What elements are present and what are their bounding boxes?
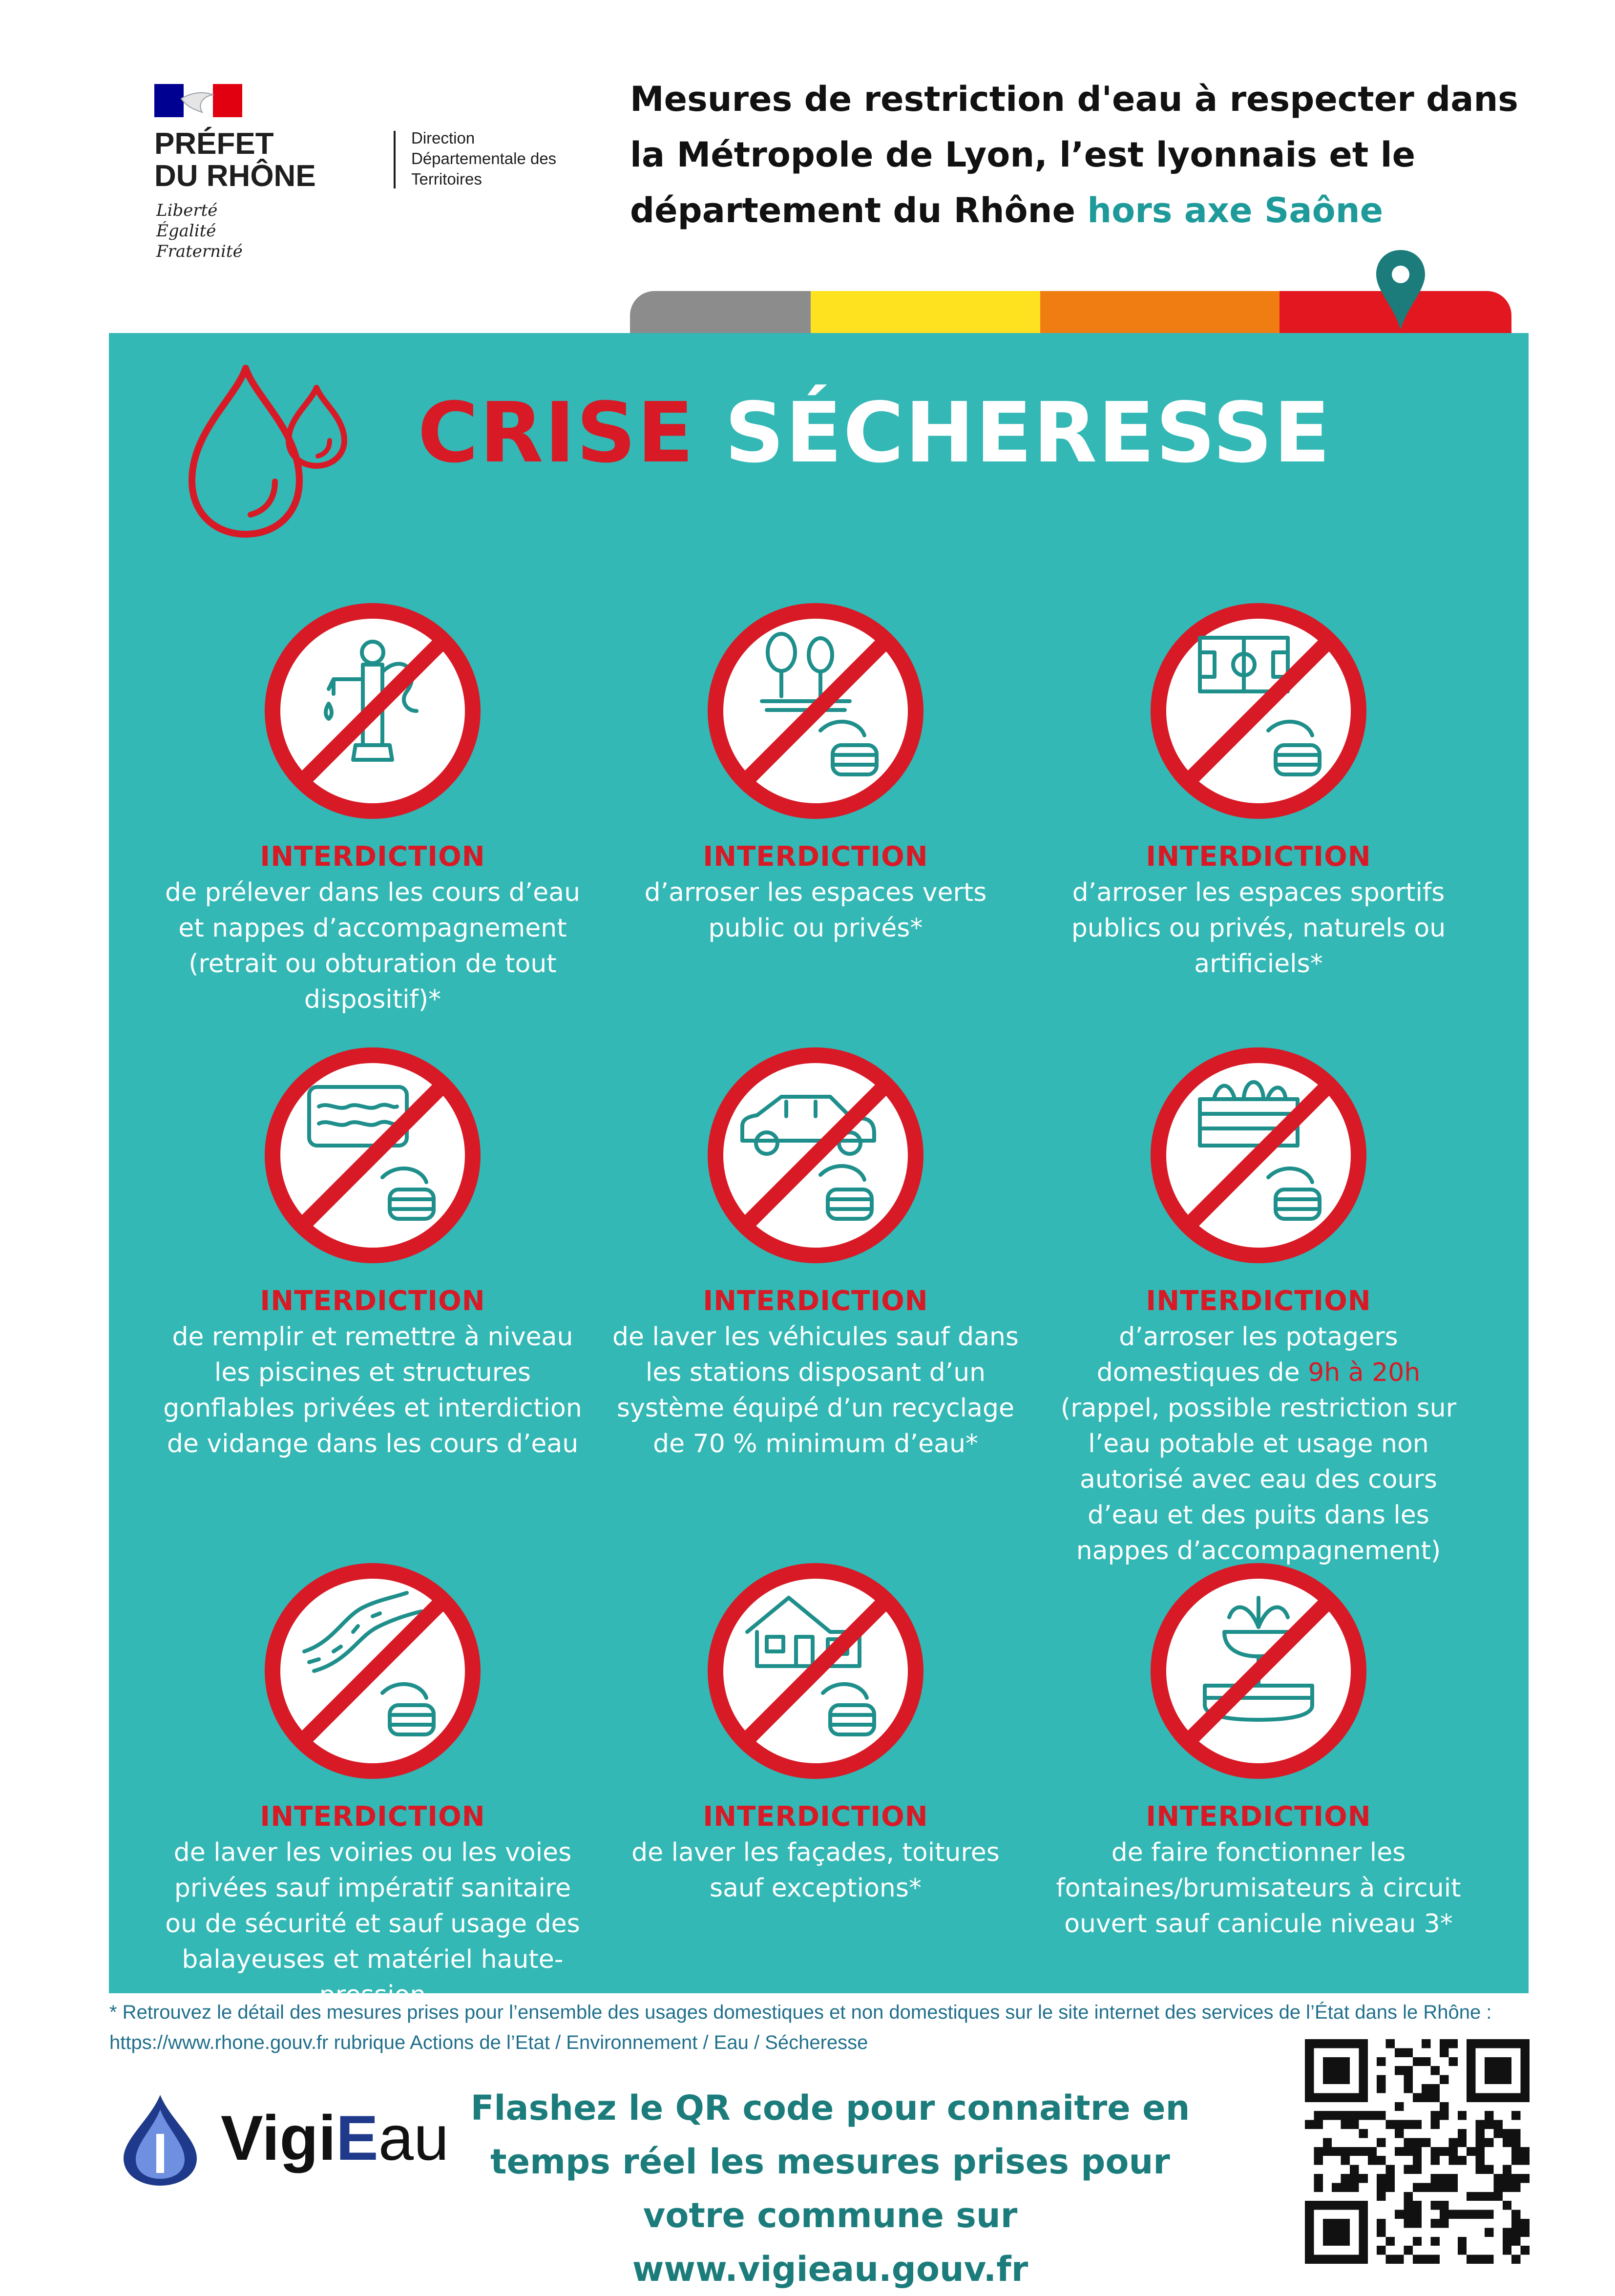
rule-text: de laver les véhicules sauf dans les stations disposant d’un système équipé d’un recyclage de 70 % minimum d’eau* — [612, 1322, 1019, 1459]
qr-instructions: Flashez le QR code pour connaitre en temps réel les mesures prises pour votre commune sur www.vigieau.gouv.fr — [470, 2088, 1190, 2289]
rule-card — [606, 599, 1026, 946]
rule-card — [163, 599, 583, 1018]
car-wash-icon — [703, 1043, 928, 1268]
level-vigilance — [630, 291, 811, 333]
footnote: * Retrouvez le détail des mesures prises pour l’ensemble des usages domestiques et non domestiques sur le site internet des services de l’État dans le Rhône : https://www.rhone.gouv.fr rubrique Actions de l’Etat / Environnement / Eau / Sécheresse — [109, 2002, 1492, 2053]
marianne-logo — [154, 84, 242, 117]
restrictions-panel — [109, 333, 1529, 2010]
rule-label: INTERDICTION — [1146, 841, 1371, 873]
location-pin-icon — [1371, 246, 1430, 334]
sports-field-watering-icon — [1146, 599, 1371, 823]
rule-text: d’arroser les espaces verts public ou privés* — [644, 878, 987, 943]
panel-heading — [418, 385, 1331, 481]
title-main: Mesures de restriction d'eau à respecter dans la Métropole de Lyon, l’est lyonnais et le département du Rhône — [630, 79, 1518, 230]
rule-text — [1049, 1319, 1468, 1569]
rule-card — [1049, 1559, 1468, 1942]
vigieau-wordmark — [221, 2104, 449, 2172]
fountain-icon — [1146, 1559, 1371, 1783]
vigieau-part-3: au — [378, 2102, 449, 2173]
rule-text: de prélever dans les cours d’eau et nappes d’accompagnement (retrait ou obturation de tout dispositif)* — [165, 878, 581, 1014]
vigieau-part-1: Vigi — [221, 2102, 336, 2173]
rule-label: INTERDICTION — [703, 1801, 928, 1833]
prefet-name: PRÉFET DU RHÔNE — [154, 127, 316, 193]
swimming-pool-icon — [260, 1043, 485, 1268]
rule-text: de faire fonctionner les fontaines/brumisateurs à circuit ouvert sauf canicule niveau 3* — [1056, 1838, 1461, 1939]
rule-label: INTERDICTION — [260, 841, 485, 873]
rule-label: INTERDICTION — [1146, 1801, 1371, 1833]
vigieau-part-2: E — [336, 2102, 378, 2173]
rule-text: de laver les façades, toitures sauf exceptions* — [631, 1838, 1000, 1903]
direction-name: Direction Départementale des Territoires — [411, 129, 557, 188]
rule-text: de laver les voiries ou les voies privées sauf impératif sanitaire ou de sécurité et sauf usage des balayeuses et matériel haute-pression — [165, 1838, 580, 2010]
time-range: 9h à 20h — [1308, 1358, 1421, 1387]
rule-text: de remplir et remettre à niveau les piscines et structures gonflables privées et interdiction de vidange dans les cours d’eau — [163, 1322, 582, 1459]
title-highlight: hors axe Saône — [1087, 190, 1384, 230]
rule-label: INTERDICTION — [260, 1801, 485, 1833]
rule-card — [1049, 599, 1468, 982]
rule-label: INTERDICTION — [703, 1285, 928, 1317]
rule-card — [606, 1043, 1026, 1462]
rule-card — [163, 1043, 583, 1462]
heading-crise: CRISE — [418, 385, 695, 481]
qr-code[interactable] — [1305, 2039, 1530, 2264]
page-title — [630, 71, 1558, 238]
green-spaces-watering-icon — [703, 599, 928, 823]
rule-label: INTERDICTION — [703, 841, 928, 873]
rule-text-part: (rappel, possible restriction sur l’eau potable et usage non autorisé avec eau des cours d’eau et des puits dans les nappes d’accompagnement) — [1060, 1394, 1457, 1565]
vegetable-crate-icon — [1146, 1043, 1371, 1268]
republic-motto: Liberté Égalité Fraternité — [156, 201, 243, 261]
road-washing-icon — [260, 1559, 485, 1783]
rule-text-part: d’arroser les potagers domestiques de — [1096, 1322, 1398, 1387]
header-separator — [394, 131, 396, 188]
heading-secheresse: SÉCHERESSE — [724, 385, 1331, 481]
rule-card — [163, 1559, 583, 2013]
rule-label: INTERDICTION — [260, 1285, 485, 1317]
water-drops-icon — [177, 358, 363, 554]
level-alerte — [811, 291, 1040, 333]
vigieau-drop-icon — [111, 2090, 209, 2188]
rule-card — [1049, 1043, 1468, 1569]
rule-text: d’arroser les espaces sportifs publics ou privés, naturels ou artificiels* — [1071, 878, 1446, 979]
house-facade-icon — [703, 1559, 928, 1783]
level-alerte-renforcee — [1040, 291, 1279, 333]
water-pump-icon — [260, 599, 485, 823]
rule-label: INTERDICTION — [1146, 1285, 1371, 1317]
rule-card — [606, 1559, 1026, 1906]
